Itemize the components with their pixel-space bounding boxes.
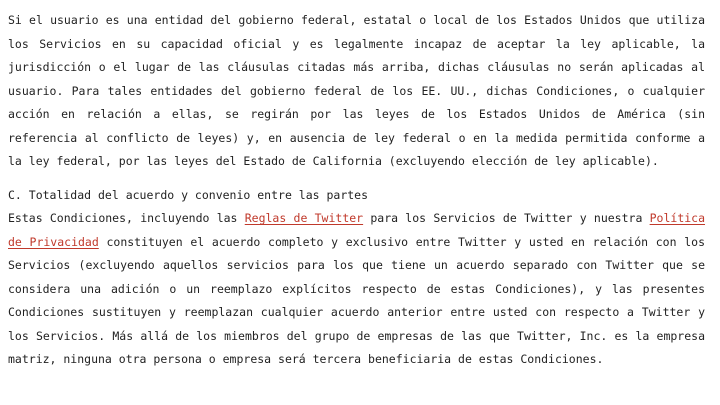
paragraph-text-segment: constituyen el acuerdo completo y exclusivo entre Twitter y usted en relación con los Servicios (excluyendo aquellos servicios para los que tiene un acuerdo separado con Twitter que se considera una adición o un reemplazo explícitos respecto de estas Condiciones), y las presentes Condiciones sustituyen y reemplazan cualquier acuerdo anterior entre usted con respecto a Twitter y los Servicios. Más allá de los miembros del grupo de empresas de las que Twitter, Inc. es la empresa matriz, ninguna otra persona o empresa será tercera beneficiaria de estas Condiciones.: [8, 234, 705, 366]
jurisdiction-paragraph: Si el usuario es una entidad del gobierno federal, estatal o local de los Estados Unidos que utiliza los Servicios en su capacidad oficial y es legalmente incapaz de aceptar la ley aplicable, la jurisdicción o el lugar de las cláusulas citadas más arriba, dichas cláusulas no serán aplicadas al usuario. Para tales entidades del gobierno federal de los EE. UU., dichas Condiciones, o cualquier acción en relación a ellas, se regirán por las leyes de los Estados Unidos de América (sin referencia al conflicto de leyes) y, en ausencia de ley federal o en la medida permitida conforme a la ley federal, por las leyes del Estado de California (excluyendo elección de ley aplicable).: [8, 13, 705, 168]
privacy-policy-link[interactable]: Política de Privacidad: [8, 211, 706, 249]
entire-agreement-paragraph: [8, 207, 705, 372]
twitter-rules-link[interactable]: Reglas de Twitter: [244, 211, 364, 225]
paragraph-text-segment: para los Servicios de Twitter y nuestra: [363, 211, 650, 225]
terms-document: [8, 9, 705, 372]
section-heading: C. Totalidad del acuerdo y convenio entre las partes: [8, 187, 369, 202]
paragraph-text-segment: Estas Condiciones, incluyendo las: [8, 211, 245, 225]
